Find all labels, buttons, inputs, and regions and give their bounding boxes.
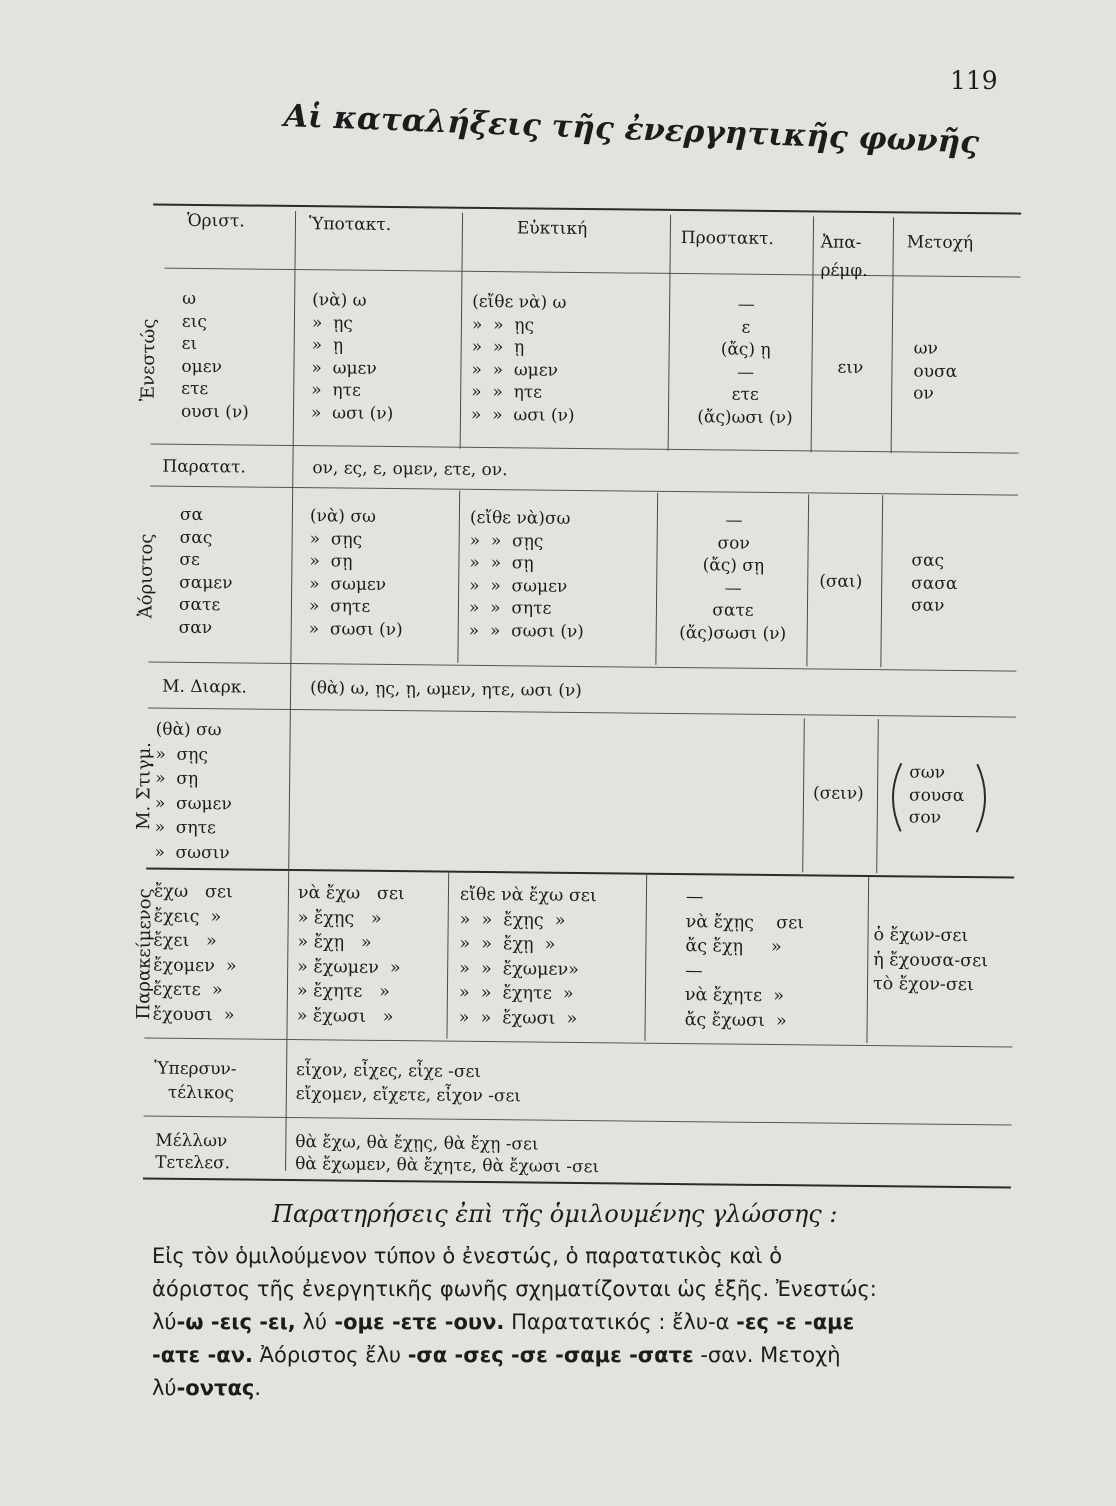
parakeimenos-prost: — νὰ ἔχῃς σει ἄς ἔχῃ » — νὰ ἔχητε » ἄς ἔχωσι » [684,887,805,1031]
header-orist: Ὁριστ. [186,210,245,232]
mellon-line-1: θὰ ἔχω, θὰ ἔχῃς, θὰ ἔχῃ -σει [295,1132,539,1155]
rule [151,443,1019,453]
header-ypotakt: Ὑποτακτ. [308,214,392,235]
observations-paragraph [152,1240,1012,1405]
col-divider [644,875,647,1041]
m-stigm-metochi-group [887,759,992,836]
parakeimenos-ypotakt: νὰ ἔχω σει » ἔχῃς » » ἔχῃ » » ἔχωμεν » » ἔχητε » » ἔχωσι » [296,883,405,1027]
header-aparemf: Ἀπα- ρέμφ. [820,232,868,281]
parakeimenos-metochi: ὁ ἔχων-σει ἡ ἔχουσα-σει τὸ ἔχον-σει [872,925,989,996]
page-number: 119 [950,66,998,95]
header-metochi: Μετοχή [906,232,974,254]
para-line [152,1306,1012,1339]
side-label-parakeimenos: Παρακείμενος [133,888,156,1020]
mellon-label-2: Τετελεσ. [155,1152,231,1174]
mellon-label-1: Μέλλων [155,1130,228,1152]
col-divider [806,494,809,666]
col-divider [891,217,894,453]
header-eyktiki: Εὐκτική [516,218,588,240]
text-run: . [254,1376,262,1400]
bold-run: -σα -σες -σε -σαμε -σατε [407,1343,694,1367]
para-line [152,1372,1012,1405]
col-divider [655,493,658,665]
aoristos-metochi: σας σασα σαν [910,550,958,616]
bold-run: -ες -ε -αμε [736,1310,855,1334]
rule [144,1115,1012,1125]
bold-run: -οντας [176,1376,255,1400]
ypersyntelikos-line-2: εἴχομεν, εἴχετε, εἶχον -σει [295,1084,522,1107]
header-prostakt: Προστακτ. [680,228,774,250]
text-run: λύ [295,1310,328,1334]
parakeimenos-eykt: εἴθε νὰ ἔχω σει » » ἔχῃς » » » ἔχῃ » » » ἔχωμεν» » » ἔχητε » » » ἔχωσι » [458,884,597,1029]
rule [144,1037,1012,1047]
paratat-label: Παρατατ. [162,456,247,478]
m-stigm-orist: (θὰ) σω » σῃς » σῃ » σωμεν » σητε » σωσιν [154,719,232,863]
rule-top [153,204,1021,215]
para-line [152,1339,1012,1372]
rule [146,867,1014,878]
paratat-endings: ον, ες, ε, ομεν, ετε, ον. [312,458,508,481]
enestos-metochi: ων ουσα ον [913,338,958,404]
col-divider [880,495,883,667]
col-divider [668,215,671,451]
side-label-enestos: Ἐνεστώς [137,318,160,402]
para-line: ἀόριστος τῆς ἐνεργητικῆς φωνῆς σχηματίζονται ὡς ἑξῆς. Ἐνεστώς: [152,1277,877,1301]
m-stigm-metochi: σων σουσα σον [908,762,965,828]
bold-run: -ομε -ετε -ουν. [327,1310,505,1334]
text-run: λύ [152,1310,177,1334]
text-run: Ἀόριστος ἔλυ [252,1343,408,1367]
enestos-ypotakt: (νὰ) ω » ῃς » ῃ » ωμεν » ητε » ωσι (ν) [310,290,394,424]
m-stigm-aparemf: (σειν) [812,783,864,804]
ypersyntelikos-label-1: Ὑπερσυν- [154,1058,237,1080]
side-label-m-stigm: Μ. Στιγμ. [133,741,156,830]
col-divider [811,216,814,452]
bold-run: -ατε -αν. [152,1343,253,1367]
m-diark-label: Μ. Διαρκ. [162,676,247,698]
col-divider [457,491,460,663]
rule-bottom [143,1177,1011,1188]
parakeimenos-orist: ἔχω σει ἔχεις » ἔχει » ἔχομεν » ἔχετε » ἔχουσι » [152,881,237,1025]
ypersyntelikos-line-1: εἶχον, εἶχες, εἶχε -σει [296,1060,482,1082]
text-run: λύ [152,1376,177,1400]
col-divider [460,213,463,449]
page-title: Αἱ καταλήξεις τῆς ἐνεργητικῆς φωνῆς [283,98,980,161]
enestos-aparemf: ειν [837,357,864,378]
text-run: Παρατατικός : ἔλυ-α [504,1310,737,1334]
observations-heading: Παρατηρήσεις ἐπὶ τῆς ὁμιλουμένης γλώσσης : [272,1200,838,1228]
para-line: Εἰς τὸν ὁμιλούμενον τύπον ὁ ἐνεστώς, ὁ παρατατικὸς καὶ ὁ [152,1244,783,1268]
ypersyntelikos-label-2: τέλικος [167,1082,235,1104]
aoristos-aparemf: (σαι) [819,571,863,592]
rule [148,707,1016,717]
enestos-prost: — ε (ἄς) ῃ — ετε (ἄς)ωσι (ν) [697,294,793,429]
text-run: -σαν. Μετοχὴ [693,1343,841,1367]
aoristos-eykt: (εἴθε νὰ)σω » » σῃς » » σῃ » » σωμεν » » σητε » » σωσι (ν) [468,507,584,643]
aoristos-orist: σα σας σε σαμεν σατε σαν [178,504,233,639]
enestos-orist: ω εις ει ομεν ετε ουσι (ν) [180,288,249,423]
col-divider [446,873,449,1039]
col-divider [866,877,869,1043]
enestos-eykt: (εἴθε νὰ) ω » » ῃς » » ῃ » » ωμεν » » ητε » » ωσι (ν) [470,291,575,426]
rule [150,485,1018,495]
side-label-aoristos: Ἀόριστος [135,533,158,619]
col-divider [876,719,879,873]
col-divider [285,211,296,1171]
mellon-line-2: θὰ ἔχωμεν, θὰ ἔχητε, θὰ ἔχωσι -σει [295,1154,600,1178]
rule [148,661,1016,671]
bold-run: -ω -εις -ει, [176,1310,296,1334]
col-divider [802,718,805,872]
m-diark-endings: (θὰ) ω, ῃς, ῃ, ωμεν, ητε, ωσι (ν) [310,678,582,702]
aoristos-prost: — σον (ἄς) σῃ — σατε (ἄς)σωσι (ν) [679,510,787,645]
aoristos-ypotakt: (νὰ) σω » σῃς » σῃ » σωμεν » σητε » σωσι (ν) [308,506,403,641]
